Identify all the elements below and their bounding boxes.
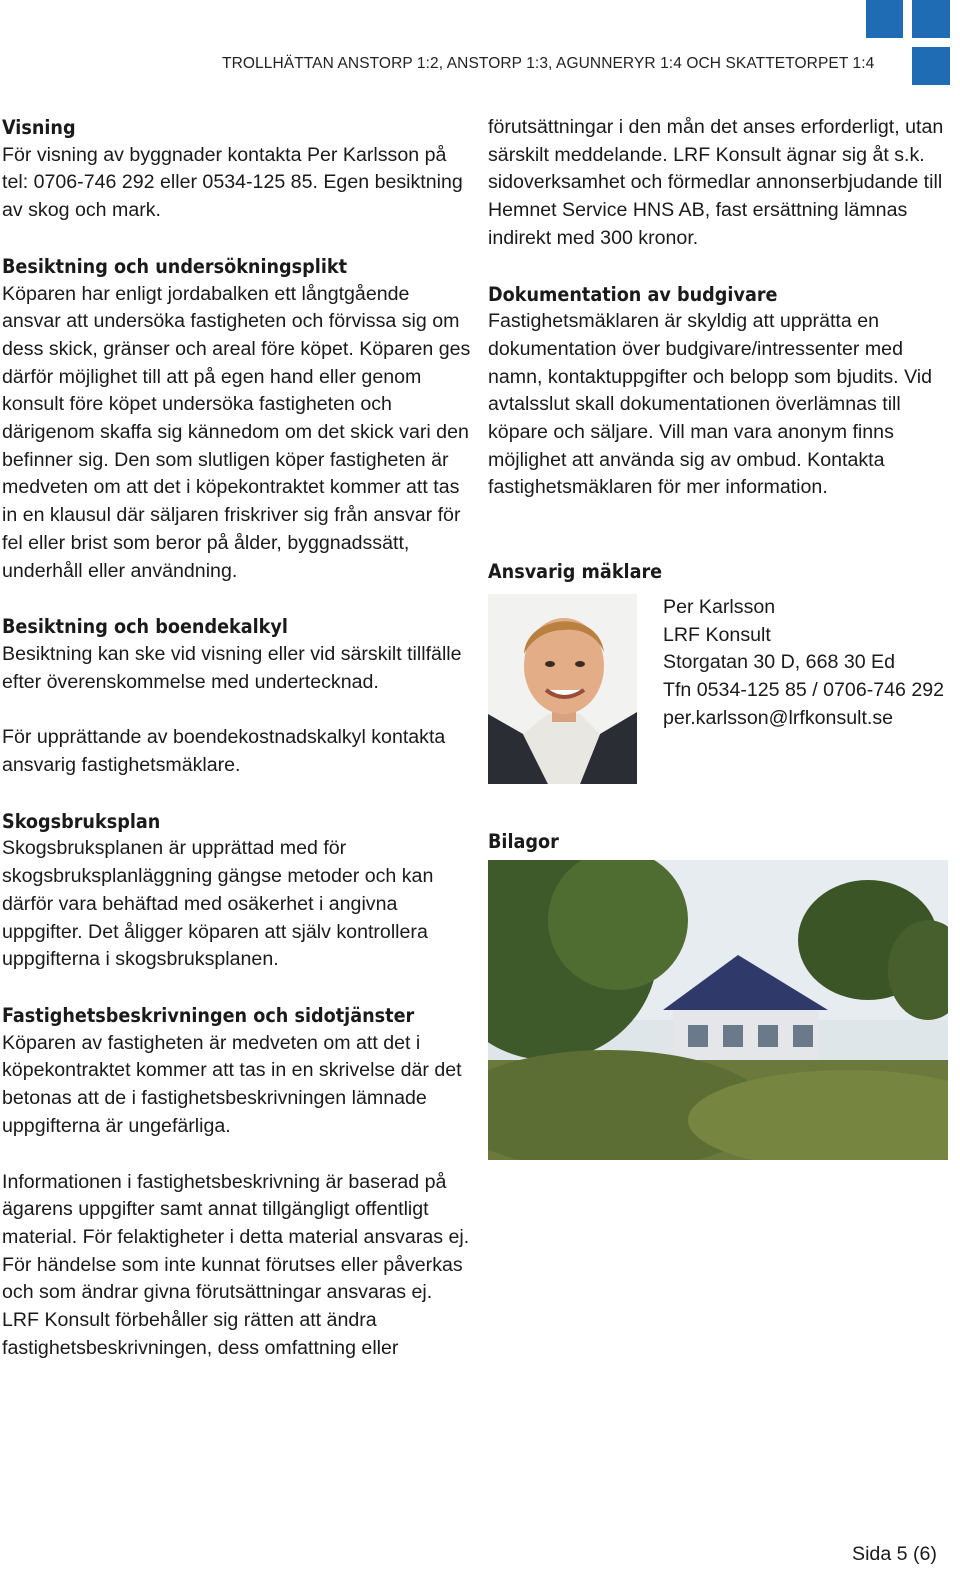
left-column bbox=[2, 114, 472, 1362]
skogsbruksplan-text: Skogsbruksplanen är upprättad med för skogsbruksplanläggning gängse metoder och kan därför vara behäftad med osäkerhet i angivna uppgifter. Det åligger köparen att själv kontrollera uppgifterna i skogsbruksplanen. bbox=[2, 837, 434, 971]
section-title-ansvarig-maklare: Ansvarig mäklare bbox=[488, 560, 663, 584]
section-title-besiktning-undersokningsplikt: Besiktning och undersökningsplikt bbox=[2, 254, 348, 278]
section-title-visning: Visning bbox=[2, 116, 76, 139]
agent-company: LRF Konsult bbox=[663, 623, 771, 646]
agent-name: Per Karlsson bbox=[663, 595, 776, 618]
agent-contact-info bbox=[663, 594, 953, 733]
section-title-skogsbruksplan: Skogsbruksplan bbox=[2, 809, 161, 833]
portrait-illustration bbox=[488, 594, 637, 784]
agent-card bbox=[488, 588, 950, 784]
page-number: Sida 5 (6) bbox=[852, 1543, 937, 1565]
agent-portrait-photo bbox=[488, 594, 637, 784]
agent-email[interactable]: per.karlsson@lrfkonsult.se bbox=[663, 706, 894, 729]
logo-square-top-right bbox=[912, 0, 950, 38]
section-title-besiktning-boendekalkyl: Besiktning och boendekalkyl bbox=[2, 615, 288, 639]
continuation-text: förutsättningar i den mån det anses erforderligt, utan särskilt meddelande. LRF Konsult ägnar sig åt s.k. sidoverksamhet och förmedlar annonserbjudande till Hemnet Service HNS AB, fast ersättning lämnas indirekt med 300 kronor. bbox=[488, 116, 944, 249]
sidotjanster-text-2: Informationen i fastighetsbeskrivning är baserad på ägarens uppgifter samt annat tillgängligt offentligt material. För felaktigheter i detta material ansvaras ej. För händelse som inte kunnat förutses eller påverkas och som ändrar givna förutsättningar ansvaras ej. LRF Konsult förbehåller sig rätten att ändra fastighetsbeskrivningen, dess omfattning eller bbox=[2, 1170, 470, 1359]
header-title: TROLLHÄTTAN ANSTORP 1:2, ANSTORP 1:3, AGUNNERYR 1:4 OCH SKATTETORPET 1:4 bbox=[222, 55, 875, 72]
logo-square-bottom-right bbox=[912, 47, 950, 85]
boendekalkyl-text-1: Besiktning kan ske vid visning eller vid särskilt tillfälle efter överenskommelse med undertecknad. bbox=[2, 642, 462, 693]
house-illustration bbox=[488, 860, 948, 1160]
section-title-sidotjanster: Fastighetsbeskrivningen och sidotjänster bbox=[2, 1003, 415, 1027]
besiktning-undersokningsplikt-text: Köparen har enligt jordabalken ett långtgående ansvar att undersöka fastigheten och förvissa sig om dess skick, gränser och areal före köpet. Köparen ges därför möjlighet till att på egen hand eller genom konsult före köpet undersöka fastigheten och därigenom skaffa sig kännedom om det skick vari den befinner sig. Den som slutligen köper fastigheten är medveten om att det i köpekontraktet kommer att tas in en klausul där säljaren friskriver sig från ansvar för fel eller brist som beror på ålder, byggnadssätt, underhåll eller användning. bbox=[2, 282, 471, 582]
boendekalkyl-text-2: För upprättande av boendekostnadskalkyl kontakta ansvarig fastighetsmäklare. bbox=[2, 726, 446, 777]
section-title-bilagor: Bilagor bbox=[488, 829, 559, 853]
agent-address: Storgatan 30 D, 668 30 Ed bbox=[663, 651, 896, 674]
visning-text: För visning av byggnader kontakta Per Karlsson på tel: 0706-746 292 eller 0534-125 85. Egen besiktning av skog och mark. bbox=[2, 143, 463, 222]
house-photo bbox=[488, 860, 948, 1160]
section-title-dokumentation-budgivare: Dokumentation av budgivare bbox=[488, 282, 778, 306]
dokumentation-text: Fastighetsmäklaren är skyldig att upprätta en dokumentation över budgivare/intressenter med namn, kontaktuppgifter och belopp som bjudits. Vid avtalsslut skall dokumentationen överlämnas till köpare och säljare. Vill man vara anonym finns möjlighet att använda sig av ombud. Kontakta fastighetsmäklaren för mer information. bbox=[488, 310, 933, 499]
sidotjanster-text-1: Köparen av fastigheten är medveten om att det i köpekontraktet kommer att tas in en skrivelse där det betonas att de i fastighetsbeskrivningen lämnade uppgifterna är ungefärliga. bbox=[2, 1031, 462, 1137]
right-column bbox=[488, 114, 950, 1160]
logo-square-top-left bbox=[866, 0, 903, 38]
agent-phone: Tfn 0534-125 85 / 0706-746 292 bbox=[663, 678, 945, 701]
